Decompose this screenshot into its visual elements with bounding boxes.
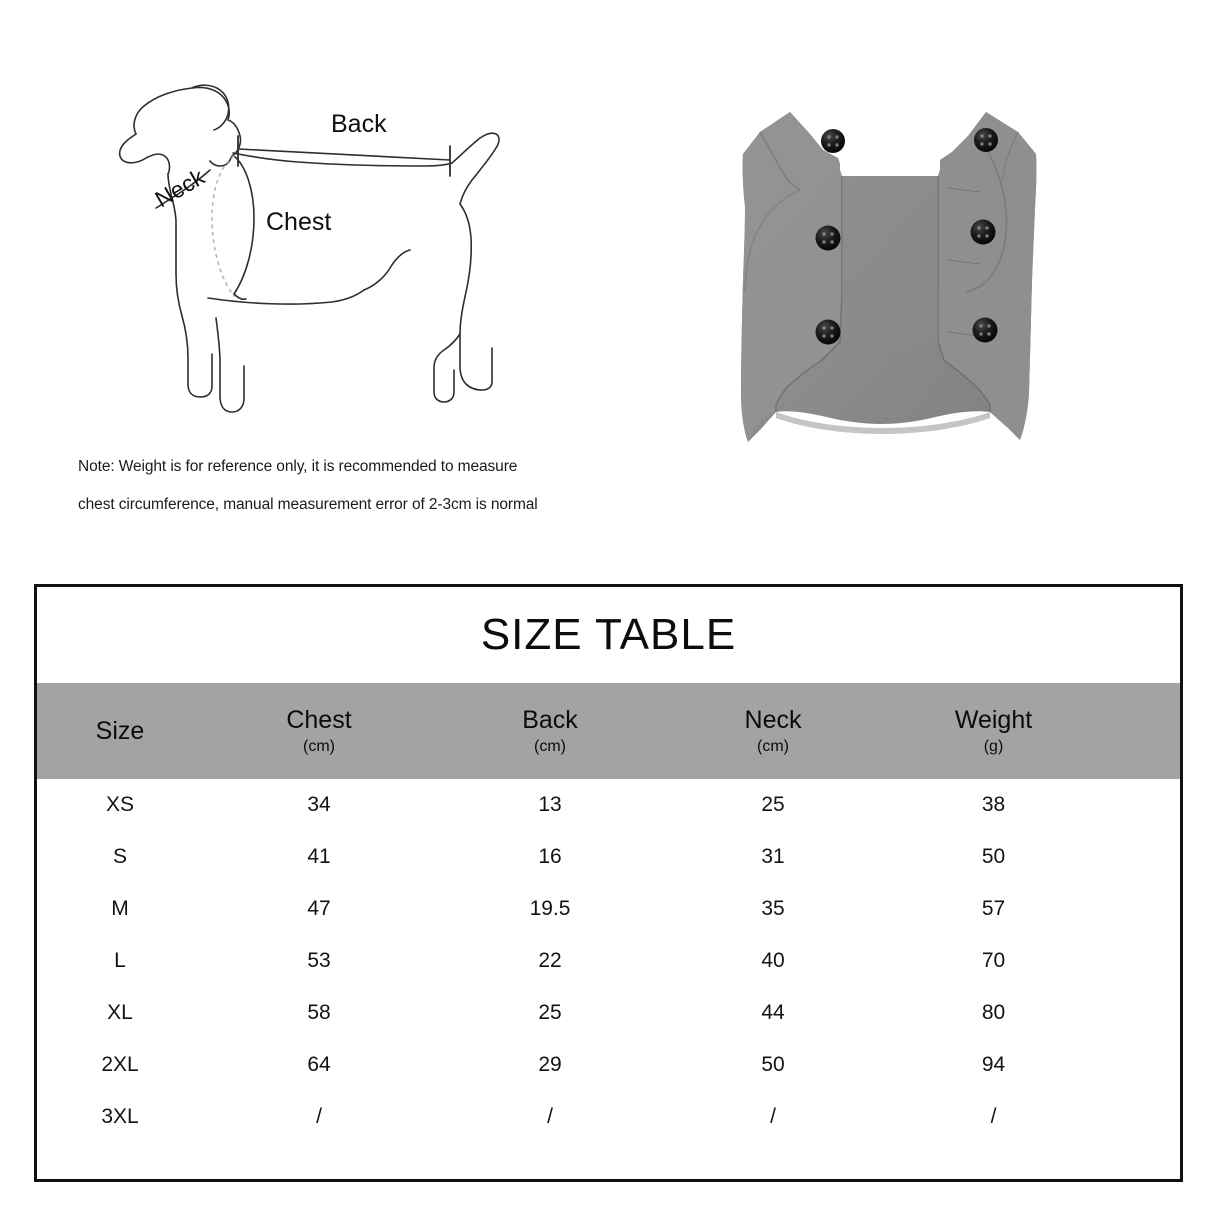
column-header-chest-label: Chest (286, 705, 352, 734)
cell-neck: 40 (761, 949, 785, 972)
vest-product-photo (690, 92, 1090, 482)
cell-chest: 41 (307, 845, 331, 868)
cell-neck: 25 (761, 793, 785, 816)
column-header-neck-unit: (cm) (757, 737, 789, 755)
diagram-label-chest: Chest (266, 208, 332, 236)
cell-neck: / (770, 1105, 776, 1128)
cell-back: 22 (538, 949, 562, 972)
cell-size: S (112, 845, 127, 868)
measurement-note (78, 448, 598, 524)
cell-weight: 94 (981, 1053, 1006, 1076)
cell-neck: 44 (761, 1001, 785, 1024)
cell-size: XS (105, 793, 134, 816)
button-right-bottom (973, 318, 998, 343)
note-line-1: Note: Weight is for reference only, it is recommended to measure (78, 458, 518, 475)
cell-back: 25 (538, 1001, 562, 1024)
cell-size: XL (107, 1001, 133, 1024)
button-left-top (821, 129, 845, 153)
table-row (37, 883, 1180, 935)
cell-neck: 31 (761, 845, 785, 868)
cell-chest: 58 (307, 1001, 331, 1024)
button-left-middle (816, 226, 841, 251)
cell-size: M (111, 897, 129, 920)
button-right-top (974, 128, 998, 152)
cell-chest: 47 (307, 897, 331, 920)
cell-weight: 38 (981, 793, 1006, 816)
column-header-size (37, 716, 203, 747)
cell-weight: 50 (981, 845, 1006, 868)
cell-chest: 34 (307, 793, 331, 816)
table-row (37, 831, 1180, 883)
table-row (37, 779, 1180, 831)
cell-weight: 57 (981, 897, 1006, 920)
note-line-2: chest circumference, manual measurement error of 2-3cm is normal (78, 496, 538, 513)
cell-weight: 80 (981, 1001, 1006, 1024)
cell-neck: 35 (761, 897, 785, 920)
size-table-title: SIZE TABLE (480, 610, 737, 659)
diagram-label-neck: Neck (150, 163, 209, 213)
table-row (37, 987, 1180, 1039)
column-header-neck (665, 705, 881, 758)
column-header-size-label: Size (95, 716, 145, 745)
cell-size: 2XL (101, 1053, 139, 1076)
table-row (37, 1091, 1180, 1143)
column-header-neck-label: Neck (744, 705, 802, 734)
column-header-back-label: Back (522, 705, 578, 734)
cell-weight: / (990, 1105, 997, 1128)
size-table-body (37, 779, 1180, 1143)
column-header-back-unit: (cm) (534, 737, 566, 755)
column-header-chest-unit: (cm) (303, 737, 335, 755)
cell-size: 3XL (101, 1105, 139, 1128)
cell-weight: 70 (981, 949, 1006, 972)
dog-measurement-diagram (88, 48, 558, 448)
column-header-back (435, 705, 665, 758)
size-table (34, 584, 1183, 1182)
table-row (37, 1039, 1180, 1091)
cell-chest: / (316, 1105, 322, 1128)
button-left-bottom (816, 320, 841, 345)
column-header-chest (203, 705, 435, 758)
cell-size: L (114, 949, 126, 972)
button-right-middle (971, 220, 996, 245)
cell-back: 16 (538, 845, 562, 868)
cell-back: 13 (538, 793, 562, 816)
cell-neck: 50 (761, 1053, 785, 1076)
cell-back: 19.5 (529, 897, 571, 920)
cell-back: / (547, 1105, 553, 1128)
size-table-header-row (37, 683, 1180, 779)
cell-chest: 64 (307, 1053, 331, 1076)
cell-chest: 53 (307, 949, 331, 972)
column-header-weight-unit: (g) (983, 737, 1004, 755)
diagram-label-back: Back (331, 110, 387, 138)
illustration-area (0, 0, 1214, 560)
column-header-weight-label: Weight (954, 705, 1033, 734)
cell-back: 29 (538, 1053, 562, 1076)
column-header-weight (881, 705, 1106, 758)
table-row (37, 935, 1180, 987)
size-table-title-bar (37, 587, 1180, 683)
